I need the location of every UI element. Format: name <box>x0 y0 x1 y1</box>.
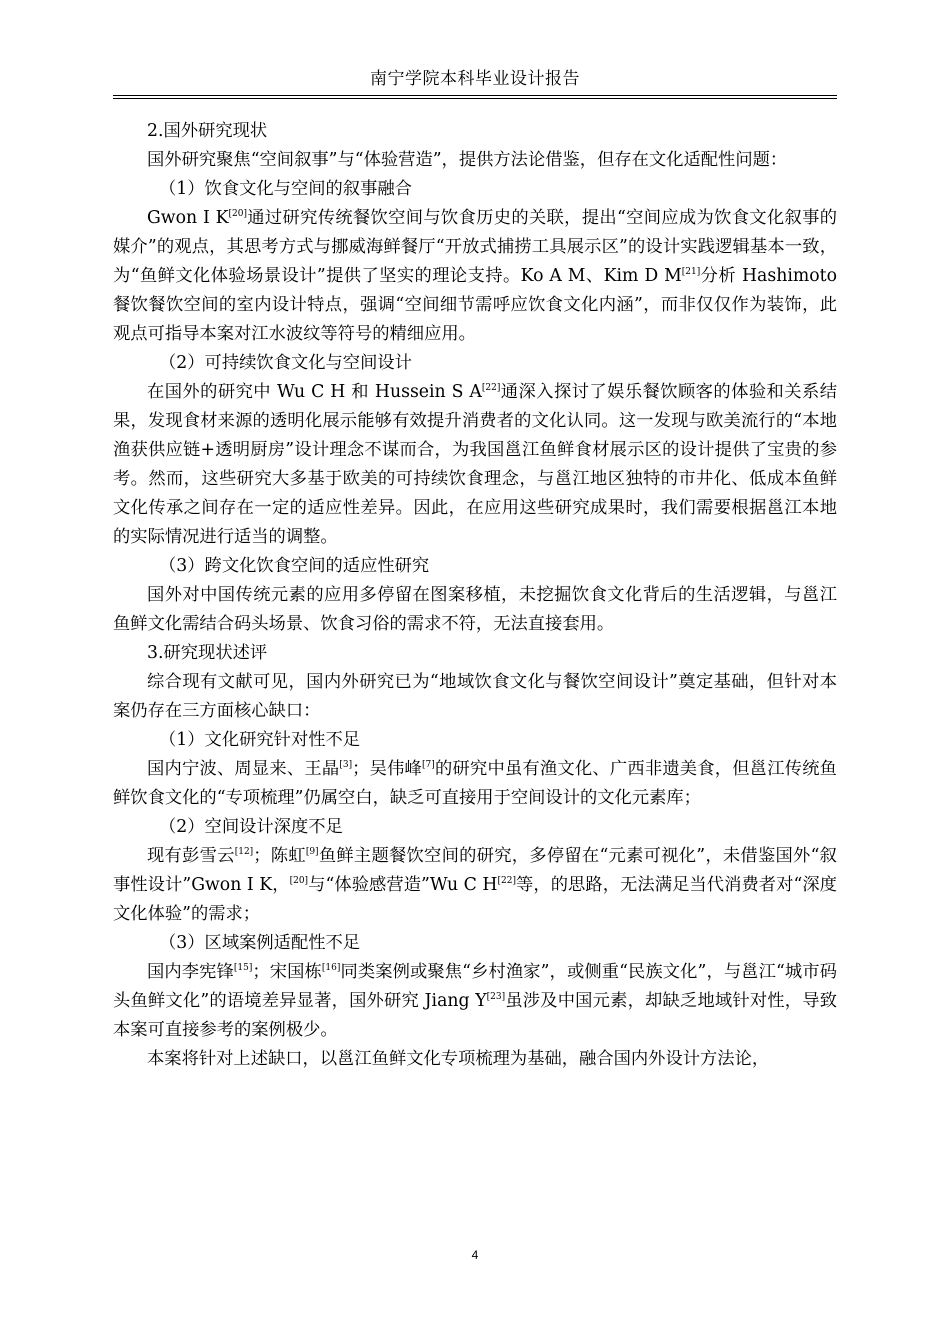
citation-ref: [23] <box>486 992 506 1003</box>
text-run: 通过研究传统餐饮空间与饮食历史的关联，提出“空间应成为饮食文化叙事的媒介”的观点，其思考方式与挪威海鲜餐厅“开放式捕捞工具展示区”的设计实践逻辑基本一致，为“鱼鲜文化体验场景设计”提供了坚实的理论支持。Ko A M、Kim D M <box>113 208 837 286</box>
text-run: 与“体验感营造”Wu C H <box>308 875 498 895</box>
text-run: 分析 Hashimoto 餐饮餐饮空间的室内设计特点，强调“空间细节需呼应饮食文化内涵”，而非仅仅作为装饰，此观点可指导本案对江水波纹等符号的精细应用。 <box>113 266 837 344</box>
text-run: ；陈虹 <box>253 846 306 866</box>
subheading-depth-gap: （2）空间设计深度不足 <box>159 817 343 837</box>
text-run: Gwon I K <box>147 208 229 228</box>
text-run: 国内李宪锋 <box>147 962 234 982</box>
paragraph-depth-gap <box>113 842 837 929</box>
section-heading-review: 3.研究现状述评 <box>147 643 268 663</box>
citation-ref: [21] <box>681 267 701 278</box>
citation-ref: [16] <box>321 963 341 974</box>
text-run: 同类案例或聚焦“乡村渔家”，或侧重“民族文化”，与邕江“城市码头鱼鲜文化”的语境差异显著，国外研究 Jiang Y <box>113 962 837 1011</box>
text-run: 的研究中虽有渔文化、广西非遗美食，但邕江传统鱼鲜饮食文化的“专项梳理”仍属空白，缺乏可直接用于空间设计的文化元素库； <box>113 759 837 808</box>
citation-ref: [20] <box>228 209 247 220</box>
text-run: ；吴伟峰 <box>352 759 423 779</box>
paragraph-region-gap <box>113 958 837 1045</box>
paragraph-review: 综合现有文献可见，国内外研究已为“地域饮食文化与餐饮空间设计”奠定基础，但针对本案仍存在三方面核心缺口： <box>113 672 837 721</box>
paragraph-culture-gap <box>113 755 837 813</box>
header-rule-secondary <box>113 98 837 99</box>
citation-ref: [3] <box>339 760 353 771</box>
citation-ref: [20] <box>289 876 309 887</box>
citation-ref: [9] <box>305 847 319 858</box>
text-run: 通深入探讨了娱乐餐饮顾客的体验和关系结果，发现食材来源的透明化展示能够有效提升消费者的文化认同。这一发现与欧美流行的“本地渔获供应链+透明厨房”设计理念不谋而合，为我国邕江鱼鲜食材展示区的设计提供了宝贵的参考。然而，这些研究大多基于欧美的可持续饮食理念，与邕江地区独特的市井化、低成本鱼鲜文化传承之间存在一定的适应性差异。因此，在应用这些研究成果时，我们需要根据邕江本地的实际情况进行适当的调整。 <box>113 382 837 547</box>
text-run: 在国外的研究中 Wu C H 和 Hussein S A <box>147 382 482 402</box>
text-run: 鱼鲜主题餐饮空间的研究，多停留在“元素可视化”，未借鉴国外“叙事性设计”Gwon I K， <box>113 846 837 895</box>
subheading-culture-gap: （1）文化研究针对性不足 <box>159 730 361 750</box>
citation-ref: [12] <box>234 847 254 858</box>
paragraph-final: 本案将针对上述缺口，以邕江鱼鲜文化专项梳理为基础，融合国内外设计方法论， <box>147 1049 770 1069</box>
header-rule <box>113 95 837 96</box>
section-heading-foreign: 2.国外研究现状 <box>147 121 268 141</box>
text-run: 虽涉及中国元素，却缺乏地域针对性，导致本案可直接参考的案例极少。 <box>113 991 837 1040</box>
citation-ref: [22] <box>481 383 501 394</box>
page-number: 4 <box>471 1248 479 1262</box>
paragraph-narrative <box>113 204 837 349</box>
paragraph-sustainable <box>113 378 837 552</box>
text-run: 等，的思路，无法满足当代消费者对“深度文化体验”的需求； <box>113 875 837 924</box>
paragraph-crosscultural: 国外对中国传统元素的应用多停留在图案移植，未挖掘饮食文化背后的生活逻辑，与邕江鱼鲜文化需结合码头场景、饮食习俗的需求不符，无法直接套用。 <box>113 585 837 634</box>
subheading-sustainable: （2）可持续饮食文化与空间设计 <box>159 353 412 373</box>
text-run: ；宋国栋 <box>252 962 322 982</box>
citation-ref: [22] <box>497 876 516 887</box>
document-body <box>113 117 837 1074</box>
subheading-crosscultural: （3）跨文化饮食空间的适应性研究 <box>159 556 430 576</box>
text-run: 现有彭雪云 <box>147 846 235 866</box>
page-header-title: 南宁学院本科毕业设计报告 <box>370 69 580 89</box>
paragraph-foreign-intro: 国外研究聚焦“空间叙事”与“体验营造”，提供方法论借鉴，但存在文化适配性问题： <box>147 150 788 170</box>
citation-ref: [7] <box>422 760 435 771</box>
subheading-narrative: （1）饮食文化与空间的叙事融合 <box>159 179 412 199</box>
citation-ref: [15] <box>233 963 253 974</box>
subheading-region-gap: （3）区域案例适配性不足 <box>159 933 361 953</box>
text-run: 国内宁波、周显来、王晶 <box>147 759 340 779</box>
